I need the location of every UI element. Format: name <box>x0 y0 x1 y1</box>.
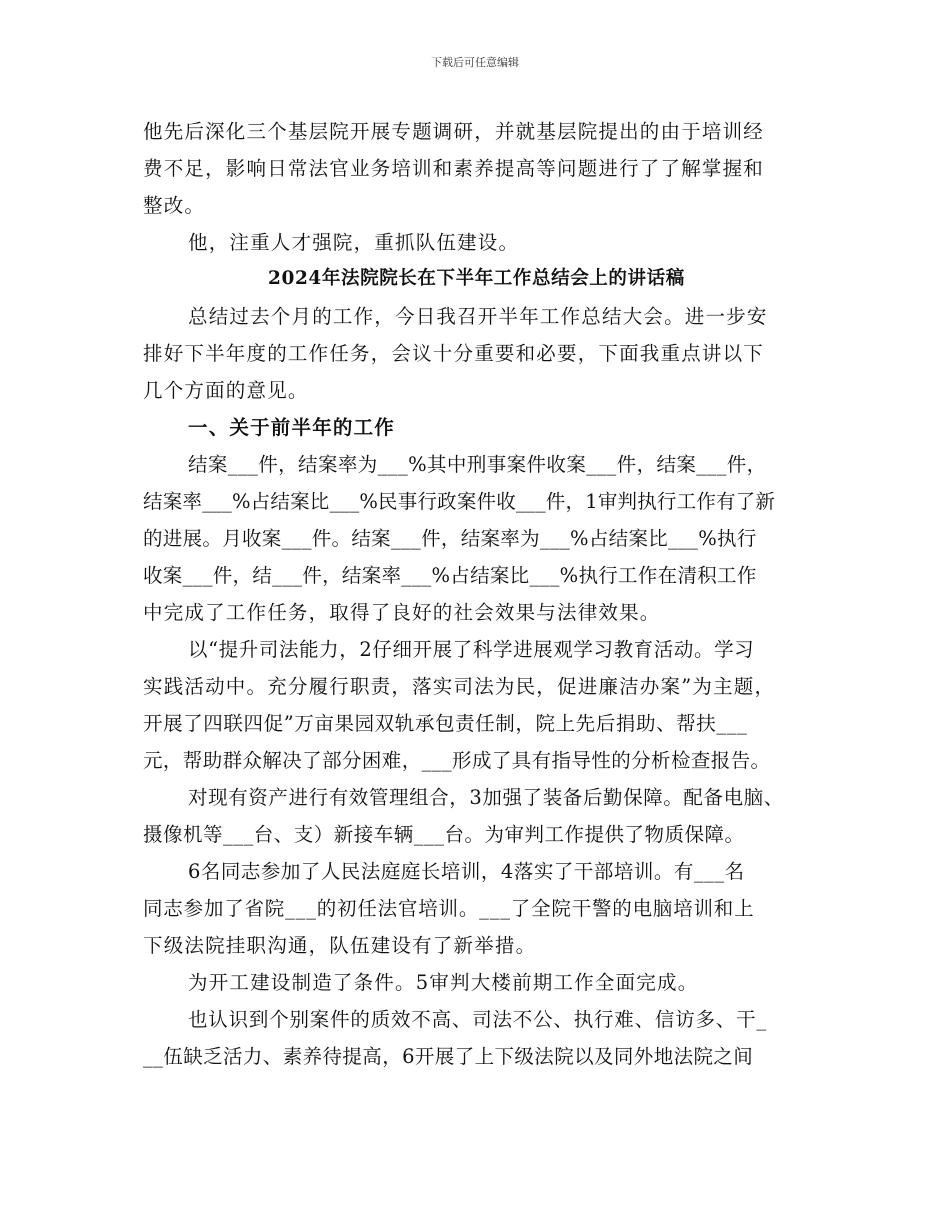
text-line: 总结过去个月的工作，今日我召开半年工作总结大会。进一步安 <box>188 305 768 328</box>
text-line: 费不足，影响日常法官业务培训和素养提高等问题进行了了解掌握和 <box>143 157 765 180</box>
text-line: 下级法院挂职沟通，队伍建设有了新举措。 <box>143 934 537 957</box>
text-line: 对现有资产进行有效管理组合，3加强了装备后勤保障。配备电脑、 <box>188 786 784 809</box>
text-line: 实践活动中。充分履行职责，落实司法为民，促进廉洁办案”为主题， <box>143 675 776 698</box>
text-line: 排好下半年度的工作任务，会议十分重要和必要，下面我重点讲以下 <box>143 342 765 365</box>
text-line: 几个方面的意见。 <box>143 379 309 402</box>
text-line: 开展了四联四促”万亩果园双轨承包责任制，院上先后捐助、帮扶___ <box>143 712 748 735</box>
section-heading: 一、关于前半年的工作 <box>188 416 396 439</box>
page-header: 下载后可任意编辑 <box>431 56 519 69</box>
text-line: 结案率___%占结案比___%民事行政案件收___件，1审判执行工作有了新 <box>143 490 776 513</box>
text-line: 同志参加了省院___的初任法官培训。___了全院干警的电脑培训和上 <box>143 897 755 920</box>
text-line: 元，帮助群众解决了部分困难，___形成了具有指导性的分析检查报告。 <box>143 749 771 772</box>
text-line: 6名同志参加了人民法庭庭长培训，4落实了干部培训。有___名 <box>188 860 745 883</box>
text-line: 的进展。月收案___件。结案___件，结案率为___%占结案比___%执行 <box>143 527 757 550</box>
text-line: 摄像机等___台、支）新接车辆___台。为审判工作提供了物质保障。 <box>143 823 745 846</box>
text-line: 收案___件，结___件，结案率___%占结案比___%执行工作在清积工作 <box>143 564 757 587</box>
text-line: 也认识到个别案件的质效不高、司法不公、执行难、信访多、干_ <box>188 1008 767 1031</box>
text-line: 整改。 <box>143 194 206 217</box>
document-title: 2024年法院院长在下半年工作总结会上的讲话稿 <box>268 268 685 289</box>
text-line: __伍缺乏活力、素养待提高，6开展了上下级法院以及同外地法院之间 <box>143 1045 754 1068</box>
text-line: 为开工建设制造了条件。5审判大楼前期工作全面完成。 <box>188 971 699 994</box>
text-line: 结案___件，结案率为___%其中刑事案件收案___件，结案___件， <box>188 453 767 476</box>
text-line: 他，注重人才强院，重抓队伍建设。 <box>188 231 520 254</box>
text-line: 他先后深化三个基层院开展专题调研，并就基层院提出的由于培训经 <box>143 120 765 143</box>
text-line: 以“提升司法能力，2仔细开展了科学进展观学习教育活动。学习 <box>188 638 755 661</box>
text-line: 中完成了工作任务，取得了良好的社会效果与法律效果。 <box>143 601 661 624</box>
